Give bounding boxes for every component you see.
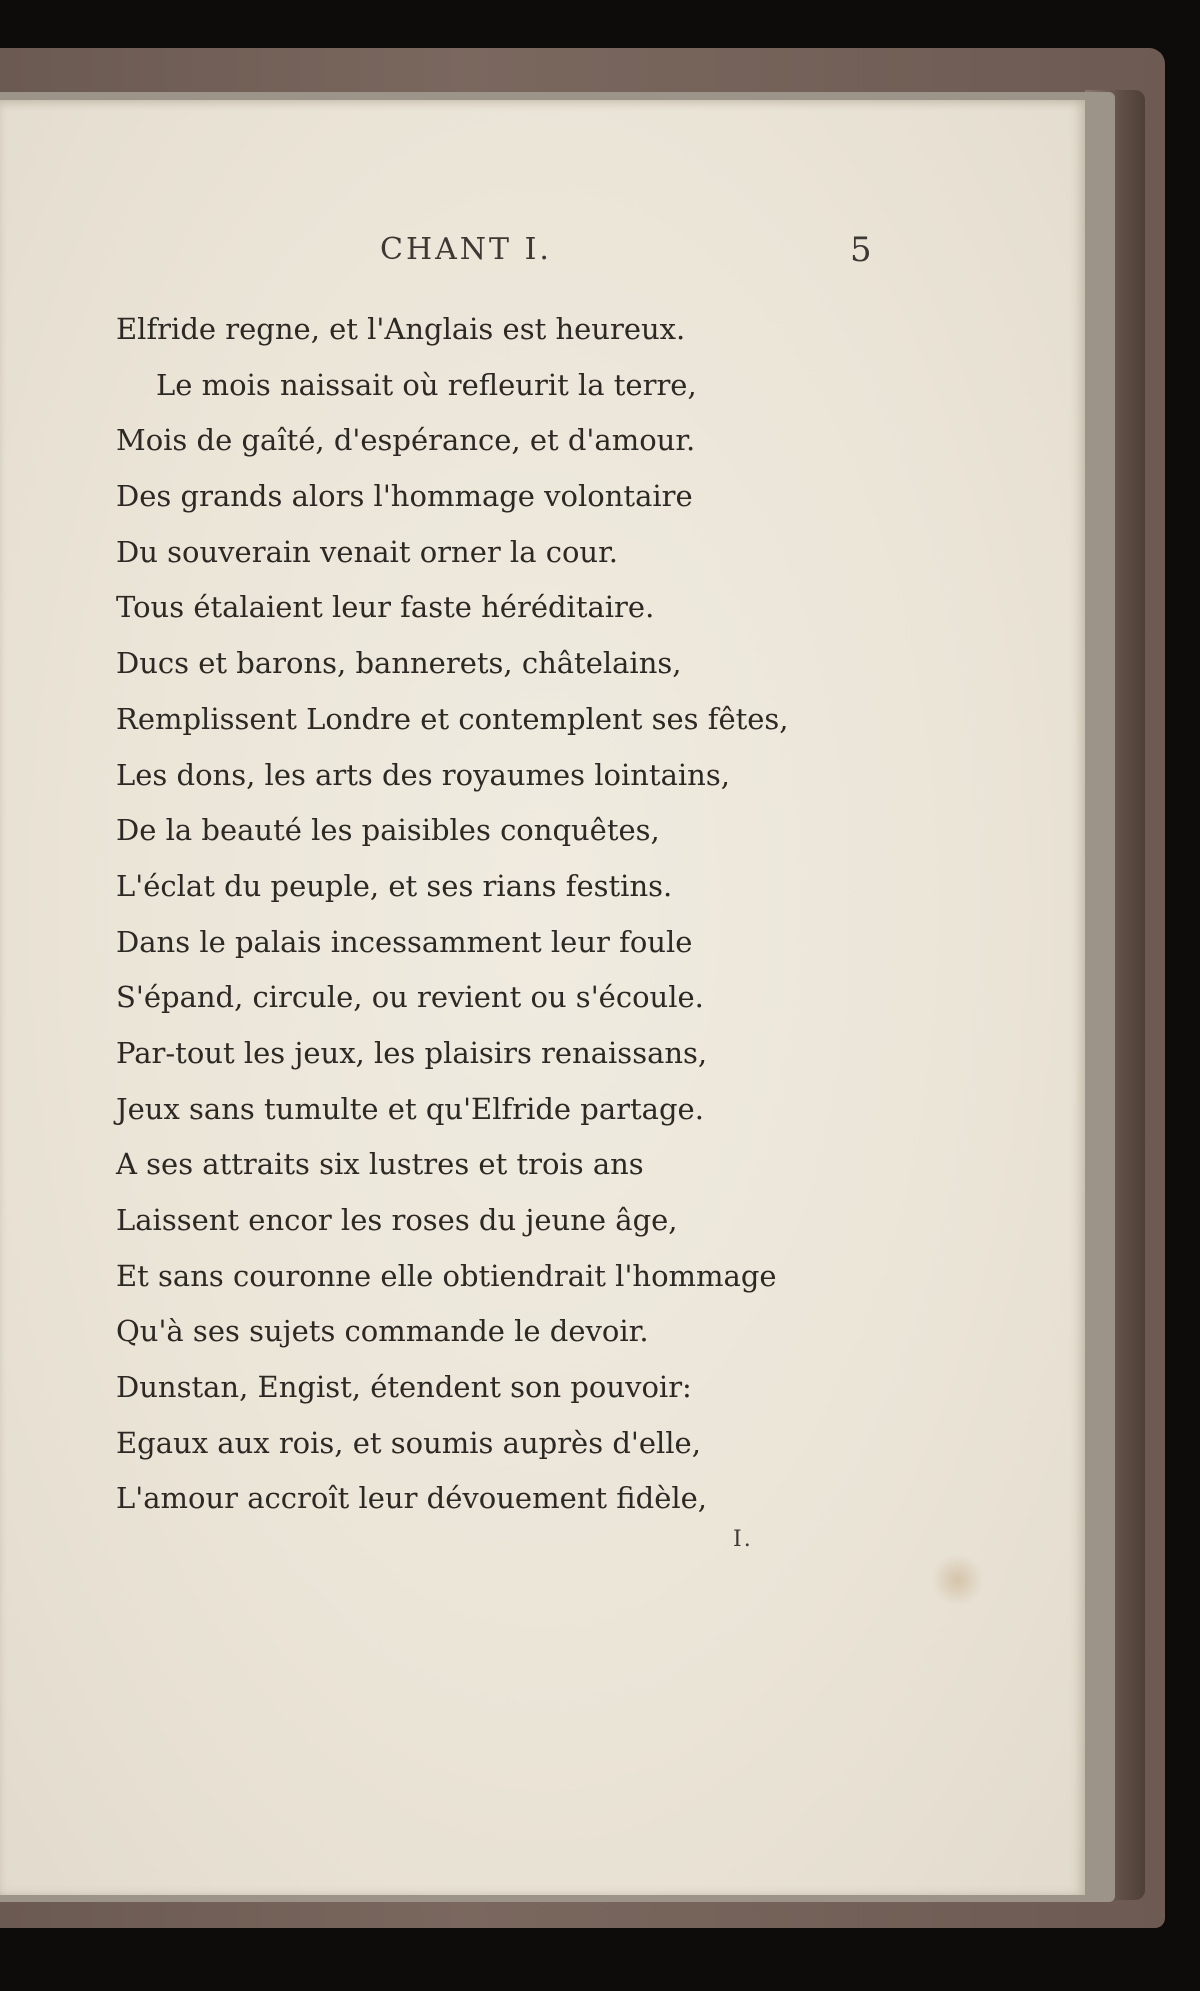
poem-verses — [116, 302, 976, 1527]
verse-line: L'amour accroît leur dévouement fidèle, — [116, 1481, 708, 1516]
verse-line: Les dons, les arts des royaumes lointains, — [116, 757, 730, 792]
verse-line: Mois de gaîté, d'espérance, et d'amour. — [116, 423, 696, 458]
verse-line: Qu'à ses sujets commande le devoir. — [116, 1314, 649, 1349]
verse-line: Laissent encor les roses du jeune âge, — [116, 1203, 678, 1237]
signature-mark: I. — [733, 1527, 753, 1552]
page-header — [0, 230, 1085, 280]
verse-line: Des grands alors l'hommage volontaire — [116, 479, 693, 514]
verse-line: Jeux sans tumulte et qu'Elfride partage. — [116, 1091, 704, 1126]
verse-line: Egaux aux rois, et soumis auprès d'elle, — [116, 1425, 701, 1460]
verse-line: Tous étalaient leur faste héréditaire. — [116, 590, 655, 625]
verse-line: S'épand, circule, ou revient ou s'écoule. — [116, 980, 704, 1015]
verse-line: Dans le palais incessamment leur foule — [116, 924, 693, 959]
verse-line: Elfride regne, et l'Anglais est heureux. — [116, 312, 686, 346]
running-title: CHANT I. — [380, 232, 552, 267]
verse-line: A ses attraits six lustres et trois ans — [116, 1147, 644, 1182]
verse-line: L'éclat du peuple, et ses rians festins. — [116, 868, 673, 903]
verse-line: Le mois naissait où refleurit la terre, — [156, 367, 697, 402]
verse-line: Par-tout les jeux, les plaisirs renaissans, — [116, 1035, 708, 1070]
verse-line: Dunstan, Engist, étendent son pouvoir: — [116, 1370, 692, 1405]
verse-line: Ducs et barons, bannerets, châtelains, — [116, 646, 682, 681]
paper-stain — [930, 1555, 985, 1605]
verse-line: Remplissent Londre et contemplent ses fêtes, — [116, 701, 789, 736]
page-number: 5 — [850, 230, 872, 270]
verse-line: Et sans couronne elle obtiendrait l'hommage — [116, 1258, 777, 1293]
verse-line: De la beauté les paisibles conquêtes, — [116, 813, 660, 848]
verse-line: Du souverain venait orner la cour. — [116, 534, 618, 569]
